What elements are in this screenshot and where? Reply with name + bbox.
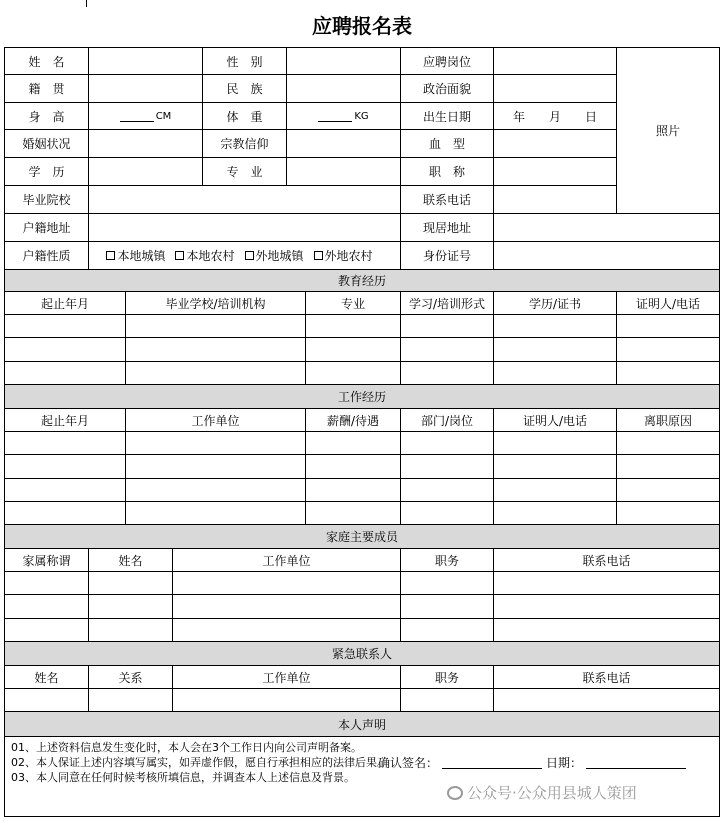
family-row-cell[interactable] [5,619,89,642]
label-education: 学历 [5,158,89,186]
family-section-header: 家庭主要成员 [5,525,719,549]
family-header-name: 姓名 [89,549,173,572]
work-row-cell[interactable] [126,455,306,478]
checkbox-nonlocal-urban[interactable]: 外地城镇 [245,247,304,264]
education-row-cell[interactable] [617,362,719,385]
emergency-header-phone: 联系电话 [494,666,719,689]
input-name[interactable] [89,48,203,75]
checkbox-local-rural[interactable]: 本地农村 [175,247,234,264]
work-row-cell[interactable] [126,502,306,525]
label-marital-status: 婚姻状况 [5,130,89,158]
work-row-cell[interactable] [306,479,401,502]
work-row-cell[interactable] [401,479,494,502]
label-job-title: 职称 [401,158,494,186]
family-row-cell[interactable] [494,595,719,618]
education-row-cell[interactable] [617,338,719,361]
work-header-leave-reason: 离职原因 [617,409,719,432]
input-religion[interactable] [287,130,401,158]
text-cursor [86,0,87,7]
family-header-employer: 工作单位 [173,549,401,572]
education-row-cell[interactable] [126,362,306,385]
work-row-cell[interactable] [401,502,494,525]
work-section-header: 工作经历 [5,385,719,409]
label-religion: 宗教信仰 [203,130,287,158]
work-row-cell[interactable] [617,455,719,478]
family-row-cell[interactable] [89,572,173,595]
declaration-item-2: 02、本人保证上述内容填写属实，如弄虚作假，愿自行承担相应的法律后果。 [11,756,388,769]
education-row-cell[interactable] [494,315,617,338]
label-weight: 体重 [203,103,287,130]
height-unit: CM [155,110,172,122]
photo-box[interactable]: 照片 [617,48,719,214]
edu-header-form: 学习/培训形式 [401,292,494,315]
label-name: 姓名 [5,48,89,75]
declaration-item-1: 01、上述资料信息发生变化时，本人会在3个工作日内向公司声明备案。 [11,741,362,754]
edu-header-major: 专业 [306,292,401,315]
education-section-header: 教育经历 [5,270,719,292]
label-hukou-address: 户籍地址 [5,214,89,242]
family-header-duty: 职务 [401,549,494,572]
checkbox-nonlocal-rural[interactable]: 外地农村 [314,247,373,264]
input-political-status[interactable] [494,75,617,103]
label-gender: 性别 [203,48,287,75]
family-row-cell[interactable] [89,595,173,618]
education-row-cell[interactable] [494,362,617,385]
emergency-row-cell[interactable] [5,689,89,712]
work-row-cell[interactable] [401,455,494,478]
work-row-cell[interactable] [617,502,719,525]
education-row-cell[interactable] [306,362,401,385]
education-row-cell[interactable] [5,315,126,338]
work-header-period: 起止年月 [5,409,126,432]
label-ethnicity: 民族 [203,75,287,103]
signature-line [378,754,690,771]
work-row-cell[interactable] [5,455,126,478]
education-row-cell[interactable] [617,315,719,338]
work-row-cell[interactable] [494,502,617,525]
family-row-cell[interactable] [494,619,719,642]
education-row-cell[interactable] [126,338,306,361]
work-row-cell[interactable] [494,432,617,455]
label-birth-date: 出生日期 [401,103,494,130]
emergency-header-name: 姓名 [5,666,89,689]
family-row-cell[interactable] [173,572,401,595]
emergency-section-header: 紧急联系人 [5,642,719,666]
work-row-cell[interactable] [617,432,719,455]
work-row-cell[interactable] [401,432,494,455]
label-blood-type: 血型 [401,130,494,158]
work-header-reference: 证明人/电话 [494,409,617,432]
input-current-address[interactable] [494,214,719,242]
emergency-row-cell[interactable] [89,689,173,712]
work-row-cell[interactable] [5,479,126,502]
application-form [4,47,720,817]
input-native-place[interactable] [89,75,203,103]
label-height: 身高 [5,103,89,130]
label-graduate-school: 毕业院校 [5,186,89,214]
declaration-item-3: 03、本人同意在任何时候考核所填信息，并调查本人上述信息及背景。 [11,771,355,784]
input-graduate-school[interactable] [89,186,401,214]
signature-input[interactable] [442,757,542,769]
family-row-cell[interactable] [401,619,494,642]
hukou-type-options [89,242,401,270]
weight-unit: KG [354,110,369,122]
edu-header-degree: 学历/证书 [494,292,617,315]
education-row-cell[interactable] [5,362,126,385]
edu-header-reference: 证明人/电话 [617,292,719,315]
work-header-department: 部门/岗位 [401,409,494,432]
family-row-cell[interactable] [173,595,401,618]
input-hukou-address[interactable] [89,214,401,242]
input-education[interactable] [89,158,203,186]
input-ethnicity[interactable] [287,75,401,103]
family-row-cell[interactable] [5,572,89,595]
education-row-cell[interactable] [5,338,126,361]
input-gender[interactable] [287,48,401,75]
input-phone[interactable] [494,186,617,214]
family-row-cell[interactable] [89,619,173,642]
declaration-section-header: 本人声明 [5,712,719,737]
education-row-cell[interactable] [306,315,401,338]
family-header-relation: 家属称谓 [5,549,89,572]
input-birth-date[interactable]: 年 月 日 [494,103,617,130]
work-row-cell[interactable] [494,479,617,502]
declaration-body [5,737,719,817]
edu-header-period: 起止年月 [5,292,126,315]
family-row-cell[interactable] [173,619,401,642]
education-row-cell[interactable] [126,315,306,338]
label-position: 应聘岗位 [401,48,494,75]
label-political-status: 政治面貌 [401,75,494,103]
label-current-address: 现居地址 [401,214,494,242]
label-native-place: 籍贯 [5,75,89,103]
work-header-employer: 工作单位 [126,409,306,432]
watermark: 公众号·公众用县城人策团 [447,782,637,803]
checkbox-local-urban[interactable]: 本地城镇 [106,247,165,264]
family-row-cell[interactable] [401,595,494,618]
work-row-cell[interactable] [617,479,719,502]
family-row-cell[interactable] [5,595,89,618]
emergency-header-duty: 职务 [401,666,494,689]
input-marital-status[interactable] [89,130,203,158]
education-row-cell[interactable] [401,315,494,338]
input-id-number[interactable] [494,242,719,270]
label-id-number: 身份证号 [401,242,494,270]
emergency-row-cell[interactable] [401,689,494,712]
emergency-row-cell[interactable] [494,689,719,712]
label-phone: 联系电话 [401,186,494,214]
input-position[interactable] [494,48,617,75]
work-row-cell[interactable] [126,432,306,455]
sign-label: 确认签名： [378,756,439,770]
work-row-cell[interactable] [5,432,126,455]
work-row-cell[interactable] [126,479,306,502]
input-blood-type[interactable] [494,130,617,158]
date-label: 日期： [546,756,583,770]
work-row-cell[interactable] [5,502,126,525]
input-job-title[interactable] [494,158,617,186]
emergency-header-employer: 工作单位 [173,666,401,689]
education-row-cell[interactable] [401,362,494,385]
education-row-cell[interactable] [306,338,401,361]
education-row-cell[interactable] [401,338,494,361]
emergency-header-relation: 关系 [89,666,173,689]
work-row-cell[interactable] [306,502,401,525]
input-weight[interactable] [287,103,401,130]
emergency-row-cell[interactable] [173,689,401,712]
date-input[interactable] [586,757,686,769]
family-header-phone: 联系电话 [494,549,719,572]
family-row-cell[interactable] [401,572,494,595]
work-row-cell[interactable] [306,432,401,455]
label-hukou-type: 户籍性质 [5,242,89,270]
work-row-cell[interactable] [494,455,617,478]
input-major[interactable] [287,158,401,186]
work-header-salary: 薪酬/待遇 [306,409,401,432]
education-row-cell[interactable] [494,338,617,361]
form-title: 应聘报名表 [312,14,412,38]
wechat-icon [447,786,463,800]
label-major: 专业 [203,158,287,186]
input-height[interactable] [89,103,203,130]
edu-header-school: 毕业学校/培训机构 [126,292,306,315]
family-row-cell[interactable] [494,572,719,595]
work-row-cell[interactable] [306,455,401,478]
